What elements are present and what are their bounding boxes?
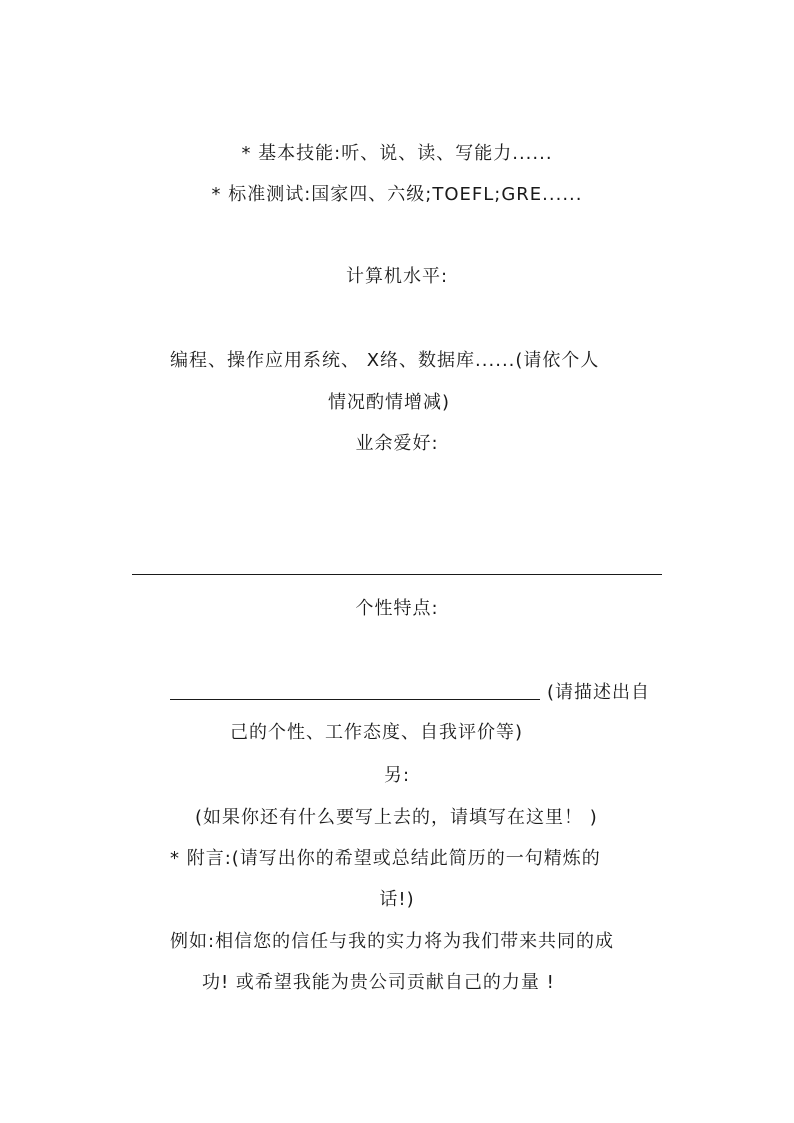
other-heading: 另: xyxy=(383,765,411,786)
computer-level-heading: 计算机水平: xyxy=(345,266,449,287)
standard-tests-line: * 标准测试:国家四、六级;TOEFL;GRE...... xyxy=(211,184,583,205)
personality-hint-line-1: (请描述出自 xyxy=(547,682,651,703)
hobbies-heading: 业余爱好: xyxy=(355,433,439,454)
personality-fill-line xyxy=(170,699,540,700)
example-line-1: 例如:相信您的信任与我的实力将为我们带来共同的成 xyxy=(170,931,615,952)
example-line-2: 功! 或希望我能为贵公司贡献自己的力量 ! xyxy=(202,972,555,993)
basic-skills-line: * 基本技能:听、说、读、写能力...... xyxy=(241,143,553,164)
personality-hint-line-2: 己的个性、工作态度、自我评价等) xyxy=(230,722,524,743)
computer-detail-line-2: 情况酌情增减) xyxy=(328,392,451,413)
postscript-line-1: * 附言:(请写出你的希望或总结此简历的一句精炼的 xyxy=(170,848,601,869)
personality-heading: 个性特点: xyxy=(355,598,439,619)
postscript-line-2: 话!) xyxy=(379,889,415,910)
computer-detail-line-1: 编程、操作应用系统、 X络、数据库......(请依个人 xyxy=(170,350,600,371)
other-hint-line: (如果你还有什么要写上去的，请填写在这里！ ) xyxy=(195,807,598,828)
hobbies-fill-line xyxy=(132,574,662,575)
